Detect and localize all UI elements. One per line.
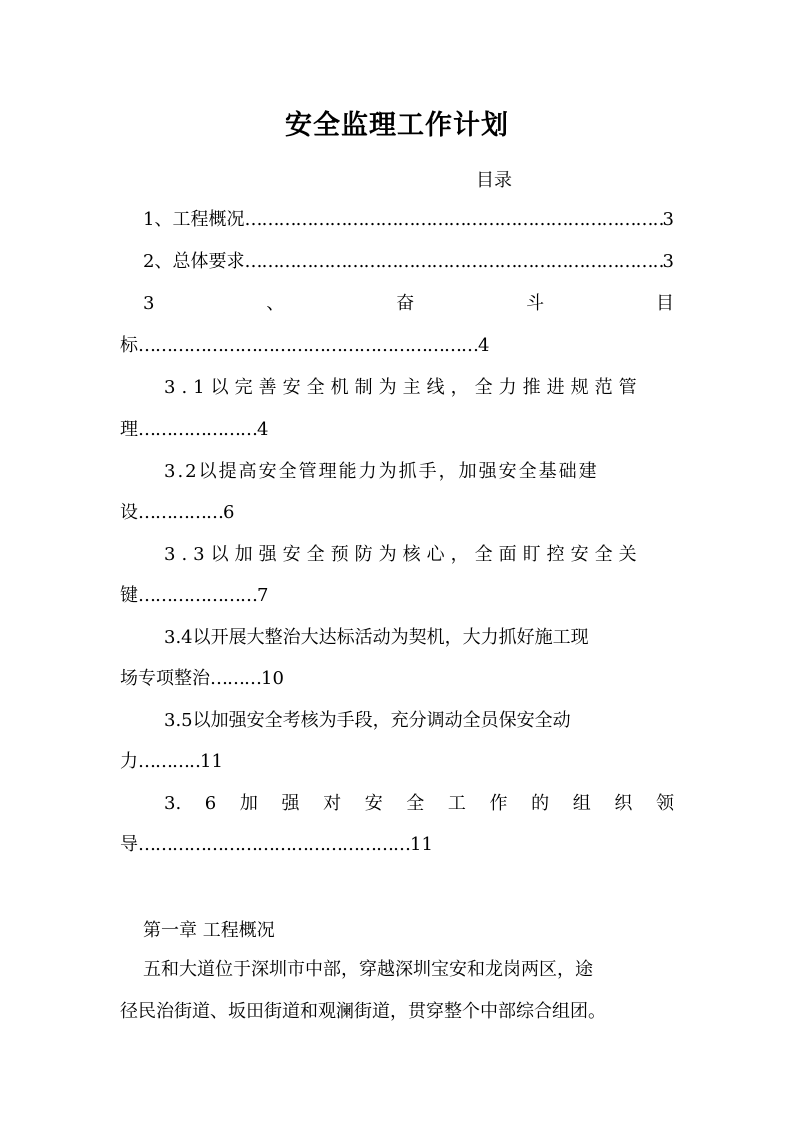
toc-text-part: 强 xyxy=(281,793,300,814)
toc-item-1 xyxy=(143,208,674,232)
toc-item-3-5-cont xyxy=(120,750,674,774)
toc-item-3-1-cont xyxy=(120,418,674,442)
toc-item-3-3: 3.3以加强安全预防为核心，全面盯控安全关 xyxy=(164,544,643,565)
toc-heading: 目录 xyxy=(476,170,512,191)
toc-item-3-4-cont xyxy=(120,667,674,691)
toc-item-label: 设 xyxy=(120,502,138,523)
toc-item-label: 场专项整治 xyxy=(120,668,210,689)
toc-item-3-cont xyxy=(120,334,674,358)
chapter-heading: 第一章 工程概况 xyxy=(143,920,275,941)
toc-text-part: 作 xyxy=(489,793,508,814)
toc-leader-dots xyxy=(244,208,662,232)
toc-leader-dots: ………………………………………… xyxy=(138,834,410,855)
toc-item-page: 3 xyxy=(662,251,674,272)
toc-item-page: 10 xyxy=(261,668,284,689)
toc-text-part: 组 xyxy=(572,793,591,814)
toc-leader-dots: ………………… xyxy=(138,419,257,440)
toc-leader-dots: …………………………………………………… xyxy=(138,335,478,356)
toc-text-part: 织 xyxy=(614,793,633,814)
toc-text-part: 全 xyxy=(406,793,425,814)
toc-item-page: 4 xyxy=(478,335,490,356)
toc-leader-dots xyxy=(244,250,662,274)
toc-item-3-6-cont xyxy=(120,833,674,857)
body-paragraph-line: 径民治街道、坂田街道和观澜街道，贯穿整个中部综合组团。 xyxy=(120,1001,606,1022)
toc-item-3-4: 3.4以开展大整治大达标活动为契机，大力抓好施工现 xyxy=(164,627,589,648)
toc-leader-dots: ………‥ xyxy=(138,751,201,772)
toc-item-page: 3 xyxy=(662,209,674,230)
toc-text-part: 、 xyxy=(266,293,285,314)
toc-item-label: 力 xyxy=(120,751,138,772)
toc-item-3-2-cont xyxy=(120,501,674,525)
toc-item-label: 导 xyxy=(120,834,138,855)
toc-text-part: 对 xyxy=(323,793,342,814)
toc-item-page: 4 xyxy=(257,419,269,440)
toc-text-part: 6 xyxy=(204,793,217,814)
toc-text-part: 奋 xyxy=(396,293,415,314)
toc-leader-dots: ……… xyxy=(210,668,261,689)
toc-text-part: 安 xyxy=(364,793,383,814)
toc-text-part: 3. xyxy=(164,793,182,814)
toc-item-3-1: 3.1以完善安全机制为主线，全力推进规范管 xyxy=(164,377,643,398)
toc-item-3 xyxy=(143,292,674,316)
body-paragraph-line: 五和大道位于深圳市中部，穿越深圳宝安和龙岗两区，途 xyxy=(143,959,593,980)
toc-leader-dots: ………………… xyxy=(138,585,257,606)
toc-text-part: 领 xyxy=(655,793,674,814)
toc-text-part: 加 xyxy=(239,793,258,814)
toc-text-part: 斗 xyxy=(526,293,545,314)
toc-item-label: 理 xyxy=(120,419,138,440)
toc-item-page: 6 xyxy=(223,502,235,523)
toc-item-3-3-cont xyxy=(120,584,674,608)
toc-item-label: 标 xyxy=(120,335,138,356)
toc-text-part: 3 xyxy=(143,293,155,314)
toc-text-part: 的 xyxy=(531,793,550,814)
toc-item-3-2: 3.2以提高安全管理能力为抓手，加强安全基础建 xyxy=(164,461,599,482)
toc-item-label: 1、工程概况 xyxy=(143,209,245,230)
toc-text-part: 目 xyxy=(655,293,674,314)
toc-item-page: 11 xyxy=(200,751,223,772)
toc-item-label: 键 xyxy=(120,585,138,606)
toc-item-3-5: 3.5以加强安全考核为手段，充分调动全员保安全动 xyxy=(164,710,571,731)
toc-item-3-6 xyxy=(164,792,674,816)
toc-text-part: 工 xyxy=(447,793,466,814)
document-title: 安全监理工作计划 xyxy=(285,110,509,141)
toc-item-page: 7 xyxy=(257,585,269,606)
toc-item-page: 11 xyxy=(410,834,433,855)
toc-leader-dots: …………… xyxy=(138,502,223,523)
toc-item-2 xyxy=(143,250,674,274)
toc-item-label: 2、总体要求 xyxy=(143,251,245,272)
